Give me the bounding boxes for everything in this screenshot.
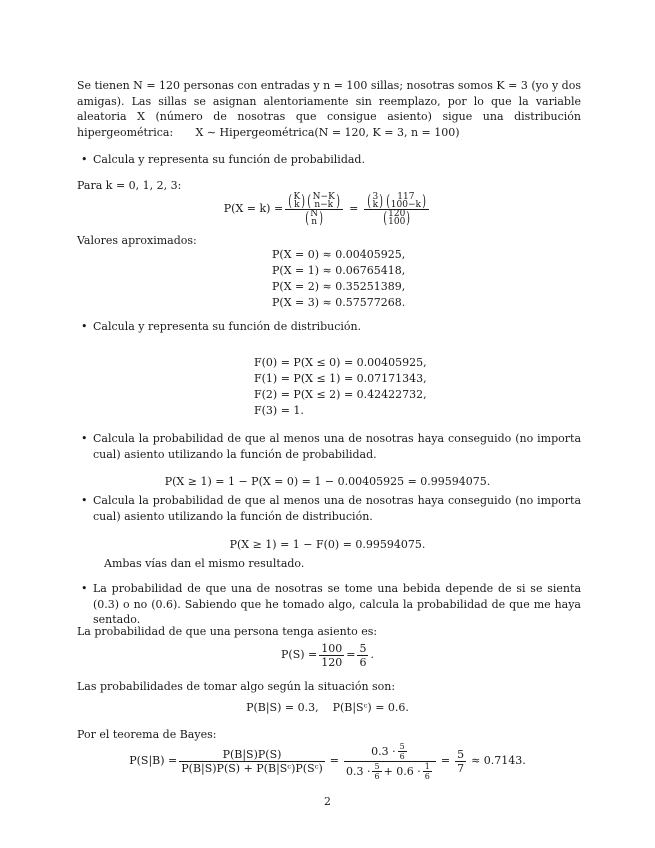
bullet-distribution-function: • Calcula y representa su función de distribución. <box>93 319 581 335</box>
cdf-value-0: F(0) = P(X ≤ 0) = 0.00405925, <box>254 356 427 369</box>
cdf-value-3: F(3) = 1. <box>254 404 304 417</box>
fraction-5-7: $\frac{5}{7}$ <box>457 747 465 775</box>
bullet-at-least-one-cdf: • Calcula la probabilidad de que al menos una de nosotras haya conseguido (no importa cual) asiento utilizando la función de distribución. <box>93 493 581 524</box>
drink-probability-formula: P(B|S) = 0.3, P(B|Sᶜ) = 0.6. <box>246 701 409 714</box>
binom-3-k: ( 3 k ) <box>367 190 384 210</box>
bayes-lhs: P(S|B) = <box>129 754 178 768</box>
seat-probability-label: La probabilidad de que una persona tenga asiento es: <box>77 625 378 638</box>
cdf-value-1: F(1) = P(X ≤ 1) = 0.07171343, <box>254 372 427 385</box>
bayes-label: Por el teorema de Bayes: <box>77 728 217 741</box>
pmf-values <box>272 247 405 311</box>
ps-lhs: P(S) = <box>281 648 318 662</box>
bayes-general-fraction: $\frac{P(B|S)P(S)}{\text{P(B|S)P(S) + P(B|Sᶜ)P(Sᶜ)}}$ <box>181 747 323 775</box>
fraction-100-120: $\frac{100}{120}$ <box>321 641 343 669</box>
pmf-value-2: P(X = 2) ≈ 0.35251389, <box>272 280 406 293</box>
pmf-lhs: P(X = k) = <box>223 202 284 216</box>
fraction-5-6: $\frac{5}{6}$ <box>359 641 367 669</box>
pmf-numeric-fraction <box>364 190 429 227</box>
bullet-at-least-one-pmf: • Calcula la probabilidad de que al menos una de nosotras haya conseguido (no importa cual) asiento utilizando la función de probabilidad. <box>93 431 581 462</box>
ps-equals: = <box>346 648 356 662</box>
distribution-formula: X ∼ Hipergeométrica(N = 120, K = 3, n = 100) <box>195 126 460 139</box>
binom-N-n: ( N n ) <box>305 207 324 227</box>
cdf-values <box>254 355 427 419</box>
pmf-value-3: P(X = 3) ≈ 0.57577268. <box>272 296 406 309</box>
pmf-value-0: P(X = 0) ≈ 0.00405925, <box>272 248 406 261</box>
bullet-drink-bayes: • La probabilidad de que una de nosotras se tome una bebida depende de si se sienta (0.3) o no (0.6). Sabiendo que he tomado algo, calcula la probabilidad de que me haya sentado. <box>93 581 581 628</box>
binom-K-k: ( K k ) <box>288 190 306 210</box>
bayes-numeric-fraction: 0.3 · $\frac{5}{6}$ 0.3 · $\frac{5}{6}$ + 0.6 · $\frac{1}{6}$ <box>344 742 436 781</box>
bayes-result: ≈ 0.7143. <box>471 754 526 768</box>
formula-at-least-one-pmf: P(X ≥ 1) = 1 − P(X = 0) = 1 − 0.00405925 = 0.99594075. <box>164 475 491 488</box>
formula-at-least-one-cdf: P(X ≥ 1) = 1 − F(0) = 0.99594075. <box>229 538 426 551</box>
binom-NK-nk: ( N−K n−k ) <box>307 190 340 210</box>
intro-paragraph: Se tienen N = 120 personas con entradas y n = 100 sillas; nosotras somos K = 3 (yo y dos amigas). Las sillas se asignan alentoriamente sin reemplazo, por lo que la variable aleatoria X (número de nosotras que consigue asiento) sigue una distribución hipergeométrica: <box>77 79 581 139</box>
for-k-label: Para k = 0, 1, 2, 3: <box>77 179 182 192</box>
binom-117-100k: ( 117 100−k ) <box>385 190 426 210</box>
bullet-probability-function: • Calcula y representa su función de probabilidad. <box>93 152 581 168</box>
both-ways-note: Ambas vías dan el mismo resultado. <box>104 557 305 570</box>
bayes-formula: P(S|B) = $\frac{P(B|S)P(S)}{\text{P(B|S)P(S) + P(B|Sᶜ)P(Sᶜ)}}$ = 0.3 · $\frac{5}{6}$ 0.3 · $\frac{5}{6}$ + 0.6 · $\frac{1}{6}$ = $\frac{5}{7}$ ≈ 0.7143. <box>129 741 526 781</box>
binom-120-100: ( 120 100 ) <box>383 207 411 227</box>
seat-probability-formula: P(S) = $\frac{100}{120}$ = $\frac{5}{6}$ . <box>281 641 374 669</box>
page-number: 2 <box>324 795 331 808</box>
drink-probability-label: Las probabilidades de tomar algo según la situación son: <box>77 680 396 693</box>
pmf-value-1: P(X = 1) ≈ 0.06765418, <box>272 264 406 277</box>
approx-label: Valores aproximados: <box>77 234 197 247</box>
cdf-value-2: F(2) = P(X ≤ 2) = 0.42422732, <box>254 388 427 401</box>
pmf-formula <box>0 192 655 226</box>
pmf-equals: = <box>349 202 359 216</box>
pmf-general-fraction <box>285 190 343 227</box>
